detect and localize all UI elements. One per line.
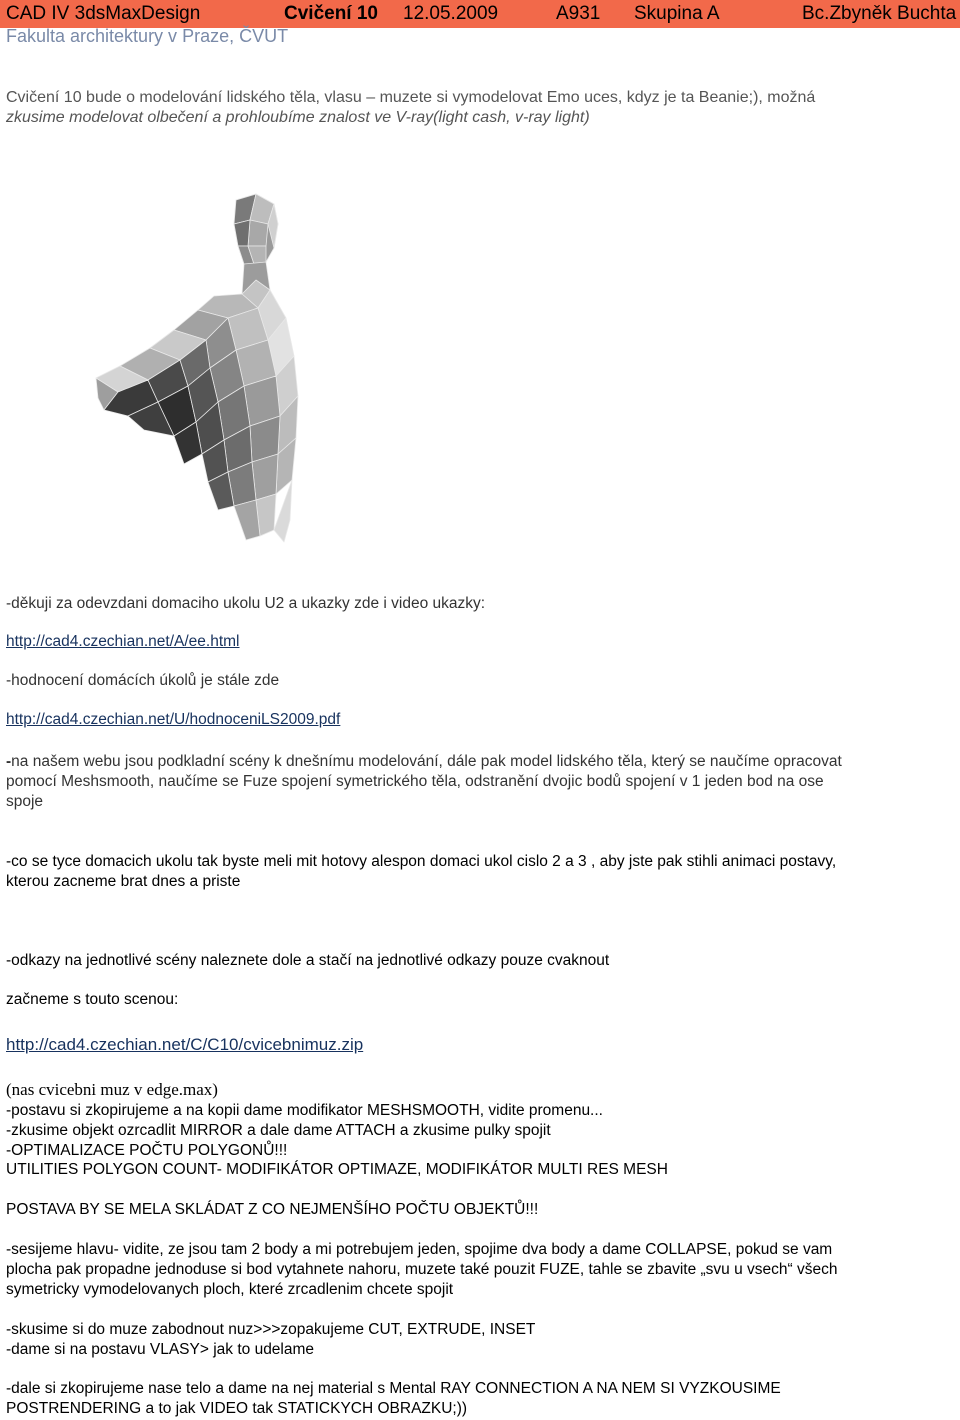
- date: 12.05.2009: [403, 3, 499, 24]
- step-1: -postavu si zkopirujeme a na kopii dame modifikator MESHSMOOTH, vidite promenu...: [6, 1102, 603, 1119]
- step-3: -OPTIMALIZACE POČTU POLYGONŮ!!!: [6, 1142, 288, 1159]
- homework-line-1: -co se tyce domacich ukolu tak byste meli mit hotovy alespon domaci ukol cislo 2 a 3 , aby jste pak stihli animaci postavy,: [6, 853, 837, 870]
- homework-line-2: kterou zacneme brat dnes a priste: [6, 873, 241, 890]
- final-line-1: -dale si zkopirujeme nase telo a dame na nej material s Mental RAY CONNECTION A NA NEM SI VYZKOUSIME: [6, 1380, 781, 1397]
- torso-model-image: [88, 190, 318, 550]
- object-note: POSTAVA BY SE MELA SKLÁDAT Z CO NEJMENŠÍHO POČTU OBJEKTŮ!!!: [6, 1201, 539, 1218]
- web-line-2: pomocí Meshsmooth, naučíme se Fuze spojení symetrického těla, odstranění dvojic bodů spojení v 1 jeden bod na ose: [6, 773, 824, 790]
- scene-zip-link[interactable]: http://cad4.czechian.net/C/C10/cvicebnimuz.zip: [6, 1035, 364, 1054]
- intro-line-1: Cvičení 10 bude o modelování lidského těla, vlasu – muzete si vymodelovat Emo uces, kdyz je ta Beanie;), možná: [6, 89, 816, 106]
- exercise-title: Cvičení 10: [284, 3, 378, 24]
- group: Skupina A: [634, 3, 720, 24]
- head-line-3: symetricky vymodelovanych ploch, které zrcadlenim chcete spojit: [6, 1281, 454, 1298]
- links-note: -odkazy na jednotlivé scény naleznete dole a stačí na jednotlivé odkazy pouze cvaknout: [6, 952, 610, 969]
- web-line-1-text: na našem webu jsou podkladní scény k dnešnímu modelování, dále pak model lidského těla, který se naučíme opracovat: [11, 753, 842, 770]
- web-line-1: [6, 752, 842, 772]
- file-note: (nas cvicebni muz v edge.max): [6, 1080, 218, 1099]
- tools-line-1: -skusime si do muze zabodnout nuz>>>zopakujeme CUT, EXTRUDE, INSET: [6, 1321, 536, 1338]
- step-2: -zkusime objekt ozrcadlit MIRROR a dale dame ATTACH a zkusime pulky spojit: [6, 1122, 551, 1139]
- homework-video-link[interactable]: http://cad4.czechian.net/A/ee.html: [6, 633, 240, 650]
- head-line-2: plocha pak propadne jednoduse si bod vytahnete nahoru, muzete také pouzit FUZE, tahle se zbavite „svu u vsech“ všech: [6, 1261, 838, 1278]
- final-line-2: POSTRENDERING a to jak VIDEO tak STATICKYCH OBRAZKU;)): [6, 1400, 468, 1417]
- intro-line-2: zkusime modelovat olbečení a prohloubíme znalost ve V-ray(light cash, v-ray light): [6, 109, 590, 126]
- faculty: Fakulta architektury v Praze, ČVUT: [6, 26, 289, 46]
- grading-pdf-link[interactable]: http://cad4.czechian.net/U/hodnoceniLS2009.pdf: [6, 711, 341, 728]
- web-line-3: spoje: [6, 793, 44, 810]
- tools-line-2: -dame si na postavu VLASY> jak to udelame: [6, 1341, 315, 1358]
- thanks-text: -děkuji za odevzdani domaciho ukolu U2 a ukazky zde i video ukazky:: [6, 595, 486, 612]
- header-bar: [0, 0, 960, 28]
- grading-text: -hodnocení domácích úkolů je stále zde: [6, 672, 280, 689]
- start-text: začneme s touto scenou:: [6, 991, 179, 1008]
- step-4: UTILITIES POLYGON COUNT- MODIFIKÁTOR OPTIMAZE, MODIFIKÁTOR MULTI RES MESH: [6, 1161, 668, 1178]
- author: Bc.Zbyněk Buchta: [802, 3, 957, 24]
- web-line-1-dash: -: [6, 753, 12, 770]
- head-line-1: -sesijeme hlavu- vidite, ze jsou tam 2 body a mi potrebujem jeden, spojime dva body a dame COLLAPSE, pokud se vam: [6, 1241, 833, 1258]
- room: A931: [556, 3, 601, 24]
- course-title: CAD IV 3dsMaxDesign: [6, 3, 201, 24]
